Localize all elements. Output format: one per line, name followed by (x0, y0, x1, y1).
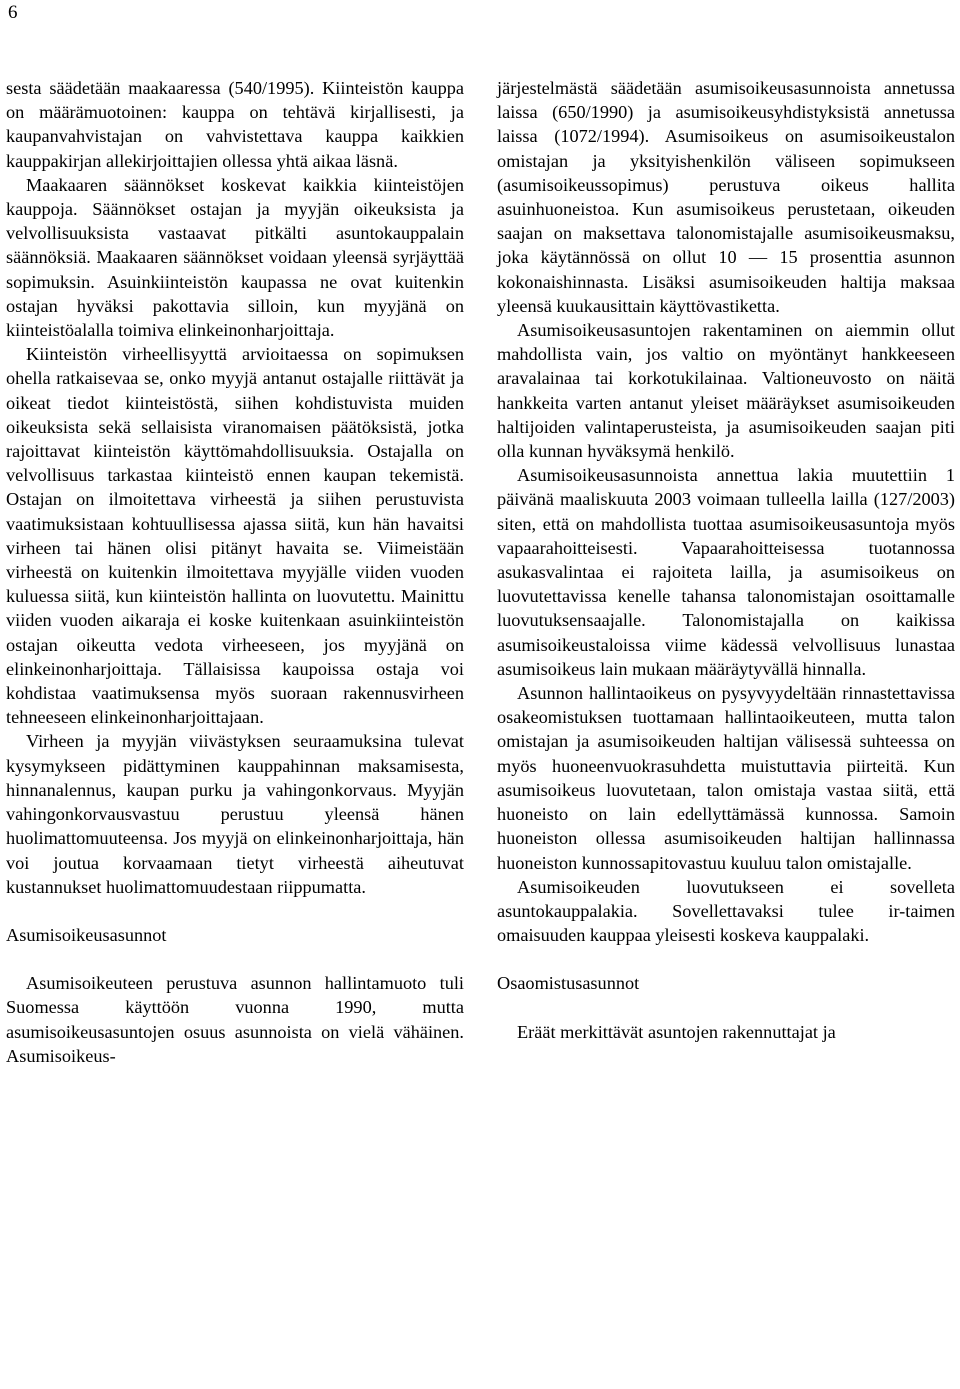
paragraph: Asumisoikeuden luovutukseen ei sovelleta asuntokauppalakia. Sovellettavaksi tulee ir-taimen omaisuuden kauppaa yleisesti koskeva kauppalaki. (497, 876, 955, 946)
paragraph: Kiinteistön virheellisyyttä arvioitaessa on sopimuksen ohella ratkaisevaa se, onko myyjä antanut ostajalle riittävät ja oikeat tiedot kiinteistöstä, siihen kohdistuvista muiden oikeuksista sekä sellaisista viranomaisen päätöksistä, jotka rajoittavat kiinteistön käyttömahdollisuuksia. Ostajalla on velvollisuus tarkastaa kiinteistö ennen kaupan tekemistä. Ostajan on ilmoitettava virheestä ja siihen perustuvista vaatimuksistaan kohtuullisessa ajassa siitä, kun hän havaitsi virheen tai hänen olisi pitänyt havaita se. Viimeistään virheestä on kuitenkin ilmoitettava myyjälle viiden vuoden kuluessa siitä, kun kiinteistön hallinta on luovutettu. Mainittu viiden vuoden aikaraja ei koske kuitenkaan asuinkiinteistön ostajan oikeutta vedota virheeseen, jos myyjänä on elinkeinonharjoittaja. Tällaisissa kaupoissa ostaja voi kohdistaa vaatimuksensa myös suoraan rakennusvirheen tehneeseen elinkeinonharjoittajaan. (6, 344, 464, 728)
paragraph: Asumisoikeusasuntojen rakentaminen on aiemmin ollut mahdollista vain, jos valtio on myöntänyt hankkeeseen aravalainaa tai korkotukilainaa. Valtioneuvosto on näitä hankkeita varten antanut yleiset määräykset asumisoikeuden haltijoiden valintaperusteista, ja asumisoikeuden saajan piti olla kunnan hyväksymä henkilö. (497, 320, 955, 462)
paragraph: Asumisoikeusasunnoista annettua lakia muutettiin 1 päivänä maaliskuuta 2003 voimaan tulleella lailla (127/2003) siten, että on mahdollista tuottaa asumisoikeusasuntoja myös vapaarahoitteisesti. Vapaarahoitteisessa tuotannossa asukasvalintaa ei rajoiteta lailla, ja asumisoikeus on luovutettavissa kenelle tahansa talonomistajan osoittamalle luovutuksensaajalle. Talonomistajalla on kaikissa asumisoikeustaloissa viime kädessä velvollisuus lunastaa asumisoikeus lain mukaan määräytyvällä hinnalla. (497, 465, 955, 679)
paragraph: Virheen ja myyjän viivästyksen seuraamuksina tulevat kysymykseen pidättyminen kauppahinnan maksamisesta, hinnanalennus, kaupan purku ja vahingonkorvaus. Myyjän vahingonkorvausvastuu perustuu yleensä hänen huolimattomuuteensa. Jos myyjä on elinkeinonharjoittaja, hän voi joutua korvaamaan tietyt virheestä aiheutuvat kustannukset huolimattomuudestaan riippumatta. (6, 731, 464, 897)
right-column (497, 76, 955, 1044)
paragraph: Eräät merkittävät asuntojen rakennuttajat ja (517, 1021, 836, 1042)
section-heading-asumisoikeusasunnot: Asumisoikeusasunnot (6, 924, 167, 945)
page-number: 6 (8, 2, 18, 23)
paragraph: Maakaaren säännökset koskevat kaikkia kiinteistöjen kauppoja. Säännökset ostajan ja myyjän oikeuksista ja velvollisuuksista vastaavat pitkälti asuntokauppalain säännöksiä. Maakaaren säännökset voidaan yleensä syrjäyttää sopimuksin. Asuinkiinteistön kaupassa ne ovat kuitenkin ostajan hyväksi pakottavia silloin, kun myyjänä on kiinteistöalalla toimiva elinkeinonharjoittaja. (6, 174, 464, 341)
paragraph: sesta säädetään maakaaressa (540/1995). Kiinteistön kauppa on määrämuotoinen: kauppa on tehtävä kirjallisesti, ja kaupanvahvistajan on vahvistettava kauppa kaikkien kauppakirjan allekirjoittajien ollessa yhtä aikaa läsnä. (6, 78, 464, 171)
paragraph: Asumisoikeuteen perustuva asunnon hallintamuoto tuli Suomessa käyttöön vuonna 1990, mutta asumisoikeusasuntojen osuus asunnoista on vielä vähäinen. Asumisoikeus- (6, 973, 464, 1066)
paragraph: Asunnon hallintaoikeus on pysyvyydeltään rinnastettavissa osakeomistuksen tuottamaan hallintaoikeuteen, mutta talon omistajan ja asumisoikeuden haltijan välisessä suhteessa on myös huoneenvuokrasuhdetta muistuttavia piirteitä. Kun asumisoikeus luovutetaan, talon omistaja vastaa siitä, että huoneisto on lain edellyttämässä kunnossa. Samoin huoneiston ollessa asumisoikeuden haltijan hallinnassa huoneiston kunnossapitovastuu kuuluu talon omistajalle. (497, 683, 955, 873)
paragraph: järjestelmästä säädetään asumisoikeusasunnoista annetussa laissa (650/1990) ja asumisoikeusyhdistyksistä annetussa laissa (1072/1994). Asumisoikeus on asumisoikeustalon omistajan ja yksityishenkilön väliseen sopimukseen (asumisoikeussopimus) perustuva oikeus hallita asuinhuoneistoa. Kun asumisoikeus perustetaan, oikeuden saajan on maksettava talonomistajalle asumisoikeusmaksu, joka käytännössä on ollut 10 — 15 prosenttia asunnon kokonaishinnasta. Lisäksi asumisoikeuden haltija maksaa yleensä kuukausittain käyttövastiketta. (497, 78, 955, 316)
left-column (6, 76, 464, 1068)
section-heading-osaomistusasunnot: Osaomistusasunnot (497, 973, 640, 994)
